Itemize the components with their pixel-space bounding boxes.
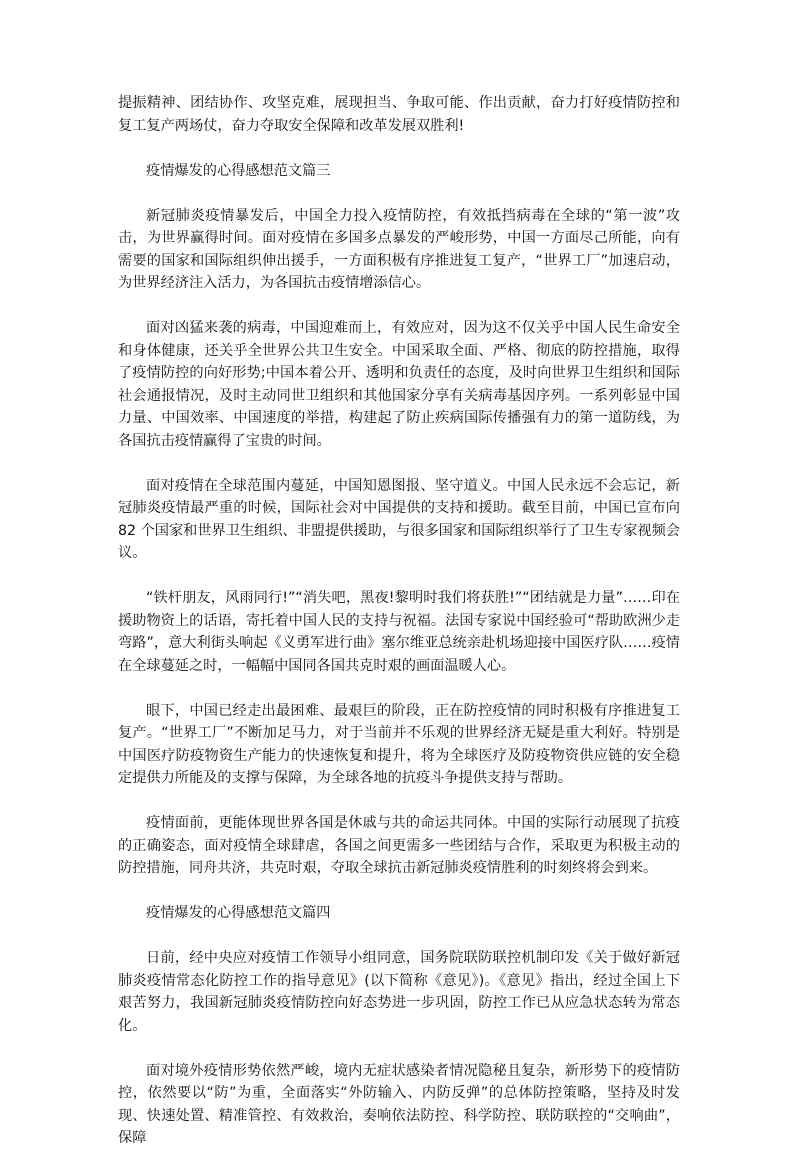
section-heading-3: 疫情爆发的心得感想范文篇三: [146, 162, 331, 179]
paragraph: 疫情面前，更能体现世界各国是休戚与共的命运共同体。中国的实际行动展现了抗疫的正确姿态，面对疫情全球肆虐，各国之间更需多一些团结与合作，采取更为积极主动的防控措施，同舟共济，共克时艰，夺取全球抗击新冠肺炎疫情胜利的时刻终将会到来。: [118, 815, 680, 876]
paragraph: 新冠肺炎疫情暴发后，中国全力投入疫情防控，有效抵挡病毒在全球的“第一波”攻击，为世界赢得时间。面对疫情在多国多点暴发的严峻形势，中国一方面尽己所能，向有需要的国家和国际组织伸出援手，一方面积极有序推进复工复产，“世界工厂”加速启动，为世界经济注入活力，为各国抗击疫情增添信心。: [118, 207, 680, 291]
paragraph: 面对凶猛来袭的病毒，中国迎难而上，有效应对，因为这不仅关乎中国人民生命安全和身体健康，还关乎全世界公共卫生安全。中国采取全面、严格、彻底的防控措施，取得了疫情防控的向好形势;中国本着公开、透明和负责任的态度，及时向世界卫生组织和国际社会通报情况，及时主动同世卫组织和其他国家分享有关病毒基因序列。一系列彰显中国力量、中国效率、中国速度的举措，构建起了防止疾病国际传播强有力的第一道防线，为各国抗击疫情赢得了宝贵的时间。: [118, 320, 680, 449]
paragraph: 日前，经中央应对疫情工作领导小组同意，国务院联防联控机制印发《关于做好新冠肺炎疫情常态化防控工作的指导意见》(以下简称《意见》)。《意见》指出，经过全国上下艰苦努力，我国新冠肺炎疫情防控向好态势进一步巩固，防控工作已从应急状态转为常态化。: [118, 950, 680, 1034]
section-heading-4: 疫情爆发的心得感想范文篇四: [146, 905, 331, 921]
intro-paragraph: 提振精神、团结协作、攻坚克难，展现担当、争取可能、作出贡献，奋力打好疫情防控和复工复产两场仗，奋力夺取安全保障和改革发展双胜利!: [118, 95, 680, 134]
paragraph: 面对境外疫情形势依然严峻，境内无症状感染者情况隐秘且复杂，新形势下的疫情防控，依然要以“防”为重，全面落实“外防输入、内防反弹”的总体防控策略，坚持及时发现、快速处置、精准管控、有效救治，奏响依法防控、科学防控、联防联控的“交响曲”，保障: [118, 1062, 680, 1146]
paragraph: 面对疫情在全球范围内蔓延，中国知恩图报、坚守道义。中国人民永远不会忘记，新冠肺炎疫情最严重的时候，国际社会对中国提供的支持和援助。截至目前，中国已宣布向 82 个国家和世界卫生组织、非盟提供援助，与很多国家和国际组织举行了卫生专家视频会议。: [118, 477, 680, 561]
paragraph: 眼下，中国已经走出最困难、最艰巨的阶段，正在防控疫情的同时积极有序推进复工复产。“世界工厂”不断加足马力，对于当前并不乐观的世界经济无疑是重大利好。特别是中国医疗防疫物资生产能力的快速恢复和提升，将为全球医疗及防疫物资供应链的安全稳定提供力所能及的支撑与保障，为全球各地的抗疫斗争提供支持与帮助。: [118, 702, 680, 786]
document-body: [118, 92, 680, 1172]
paragraph: “铁杆朋友，风雨同行!”“消失吧，黑夜!黎明时我们将获胜!”“团结就是力量”……印在援助物资上的话语，寄托着中国人民的支持与祝福。法国专家说中国经验可“帮助欧洲少走弯路”，意大利街头响起《义勇军进行曲》塞尔维亚总统亲赴机场迎接中国医疗队……疫情在全球蔓延之时，一幅幅中国同各国共克时艰的画面温暖人心。: [118, 590, 680, 674]
